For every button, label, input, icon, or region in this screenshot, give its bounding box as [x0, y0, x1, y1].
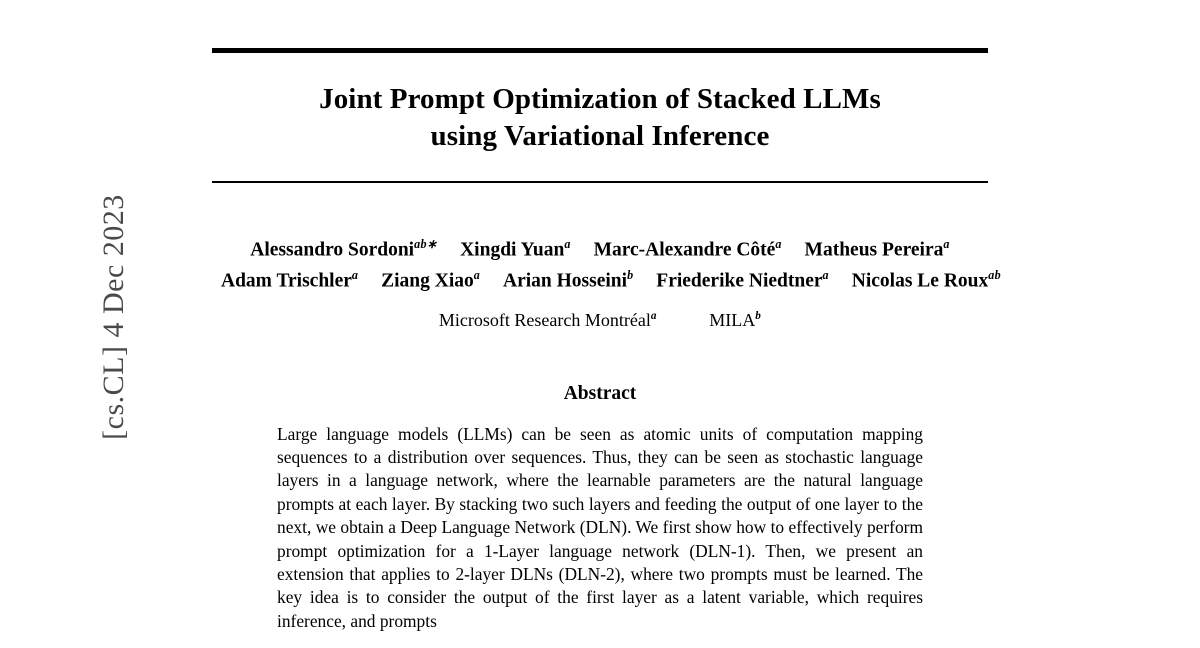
author — [656, 266, 829, 297]
author-name: Adam Trischler — [221, 270, 352, 292]
affiliation-marker: b — [755, 309, 762, 322]
author-name: Nicolas Le Roux — [851, 270, 989, 292]
author-affil-marker: ab∗ — [414, 237, 438, 252]
affiliation — [439, 307, 657, 335]
author-name: Xingdi Yuan — [460, 239, 565, 261]
author — [503, 266, 633, 297]
author-name: Marc-Alexandre Côté — [593, 239, 776, 261]
author — [250, 235, 437, 266]
author-name: Friederike Niedtner — [656, 270, 823, 292]
abstract-heading: Abstract — [563, 382, 637, 404]
title-line-2: using Variational Inference — [430, 120, 770, 153]
author-name: Alessandro Sordoni — [250, 239, 415, 261]
author — [381, 266, 480, 297]
page-title — [212, 81, 988, 155]
author-affil-marker: a — [351, 267, 359, 282]
arxiv-stamp: [cs.CL] 4 Dec 2023 — [97, 194, 130, 440]
abstract-text: Large language models (LLMs) can be seen as atomic units of computation mapping sequences to a distribution over sequences. Thus, they can be seen as stochastic language layers in a language network, where the learnable parameters are the natural language prompts at each layer. By stacking two such layers and feeding the output of one layer to the next, we obtain a Deep Language Network (DLN). We first show how to effectively perform prompt optimization for a 1-Layer language network (DLN-1). Then, we present an extension that applies to 2-layer DLNs (DLN-2), where two prompts must be learned. The key idea is to consider the output of the first layer as a latent variable, which requires inference, and prompts — [277, 423, 923, 631]
title-line-1: Joint Prompt Optimization of Stacked LLMs — [319, 83, 881, 115]
affiliation-marker: a — [650, 309, 657, 322]
author-name: Matheus Pereira — [804, 239, 944, 261]
affiliation-name: MILA — [709, 309, 756, 330]
author-row — [212, 235, 988, 266]
author-name: Ziang Xiao — [381, 270, 474, 292]
author-affil-marker: a — [822, 267, 829, 282]
title-rule-bottom — [212, 181, 988, 183]
author — [460, 235, 571, 266]
author — [594, 235, 782, 266]
author-affil-marker: ab — [988, 267, 1001, 282]
author-affil-marker: a — [564, 237, 571, 252]
author-row — [212, 266, 1001, 297]
author-affil-marker: a — [943, 237, 950, 252]
affiliation — [709, 307, 761, 335]
title-rule-top — [212, 48, 988, 53]
paper-content — [212, 0, 1001, 648]
author — [221, 266, 358, 297]
author-affil-marker: b — [627, 267, 634, 282]
author-list — [212, 235, 1001, 334]
author — [805, 235, 950, 266]
author-name: Arian Hosseini — [503, 270, 628, 292]
affiliation-name: Microsoft Research Montréal — [438, 309, 651, 330]
affiliation-list — [212, 307, 988, 335]
author-affil-marker: a — [775, 237, 782, 252]
author — [852, 266, 1001, 297]
author-affil-marker: a — [473, 267, 481, 282]
